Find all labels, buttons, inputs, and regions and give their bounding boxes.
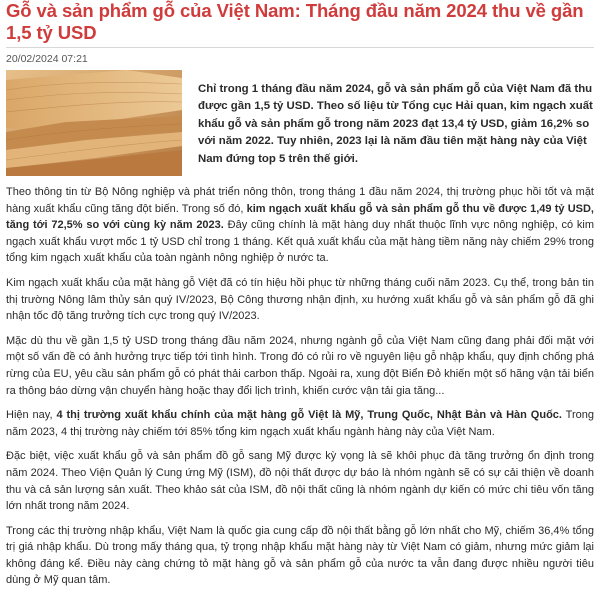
paragraph-2: Kim ngạch xuất khẩu của mặt hàng gỗ Việt đã có tín hiệu hồi phục từ những tháng cuối năm 2023. Cụ thể, trong bản tin thị trường Nông lâm thủy sản quý IV/2023, Bộ Công thương nhận định, xu hướng xuất khẩu gỗ và sản phẩm gỗ đã ghi nhận tốc độ tăng trưởng tích cực trong quý IV/2023. [6,276,594,323]
paragraph-1-highlight: kim ngạch xuất khẩu gỗ và sản phẩm gỗ thu về được 1,49 tỷ USD, tăng tới 72,5% so với cùng kỳ năm 2023. [6,202,594,232]
publish-date: 20/02/2024 07:21 [6,53,88,65]
paragraph-4-part-c: Trong năm 2023, 4 thị trường này chiếm tới 85% tổng kim ngạch xuất khẩu ngành hàng này của Việt Nam. [6,409,595,438]
wood-planks-photo-icon [6,70,182,176]
paragraph-6: Trong các thị trường nhập khẩu, Việt Nam là quốc gia cung cấp đồ nội thất bằng gỗ lớn nhất cho Mỹ, chiếm 36,4% tổng trị giá nhập khẩu. Dù trong mấy tháng qua, tỷ trọng nhập khẩu mặt hàng này từ Việt Nam có giảm, nhưng mức giảm lại không đáng kể. Điều này càng chứng tỏ mặt hàng gỗ và sản phẩm gỗ của nước ta vẫn đang được nhiều người tiêu dùng ở Mỹ quan tâm. [6,524,594,587]
article-body [0,184,600,589]
paragraph-1-part-c: Đây cũng chính là mặt hàng duy nhất thuộc lĩnh vực nông nghiệp, có kim ngạch xuất khẩu vượt mốc 1 tỷ USD chỉ trong 1 tháng. Kết quả xuất khẩu của mặt hàng tiềm năng này chiếm 29% trong tổng kim ngạch xuất khẩu của toàn ngành nông nghiệp ở nước ta. [6,219,594,265]
article-title[interactable]: Gỗ và sản phẩm gỗ của Việt Nam: Tháng đầu năm 2024 thu về gần 1,5 tỷ USD [6,0,584,43]
paragraph-1 [0,184,600,267]
paragraph-4 [0,407,600,440]
wood-planks-image [6,70,182,176]
paragraph-4-part-a: Hiện nay, [6,409,57,422]
paragraph-1-part-a: Theo thông tin từ Bộ Nông nghiệp và phát triển nông thôn, trong tháng 1 đầu năm 2024, thị trường phục hồi tốt và mặt hàng xuất khẩu cũng tăng đột biến. Trong số đó, [6,186,594,215]
lead-summary: Chỉ trong 1 tháng đầu năm 2024, gỗ và sản phẩm gỗ của Việt Nam đã thu được gần 1,5 tỷ USD. Theo số liệu từ Tổng cục Hải quan, kim ngạch xuất khẩu gỗ và sản phẩm gỗ trong năm 2023 đạt 13,4 tỷ USD, giảm 16,2% so với năm 2022. Tuy nhiên, 2023 lại là năm đầu tiên mặt hàng này của Việt Nam đứng top 5 trên thế giới. [198,83,593,165]
paragraph-4-highlight: 4 thị trường xuất khẩu chính của mặt hàng gỗ Việt là Mỹ, Trung Quốc, Nhật Bản và Hàn Quốc. [56,409,562,422]
lead-section [0,68,600,180]
paragraph-3: Mặc dù thu về gần 1,5 tỷ USD trong tháng đầu năm 2024, nhưng ngành gỗ của Việt Nam cũng đang phải đối mặt với một số vấn đề có ảnh hưởng trực tiếp tới tình hình. Trong đó có rủi ro về nguyên liệu gỗ nhập khẩu, quy định chống phá rừng của EU, yêu cầu sản phẩm gỗ có phát thải carbon thấp. Ngoài ra, xung đột Biển Đỏ khiến một số hãng vận tải biển ra thông báo dừng vận chuyển hàng hoặc thay đổi lịch trình, khiến cước vận tải gia tăng... [6,334,594,397]
paragraph-5: Đặc biệt, việc xuất khẩu gỗ và sản phẩm đồ gỗ sang Mỹ được kỳ vọng là sẽ khôi phục đà tăng trưởng ổn định trong năm 2024. Theo Viện Quản lý Cung ứng Mỹ (ISM), đồ nội thất được dự báo là nhóm ngành sẽ có sự cải thiện về doanh thu và cả sản lượng sản xuất. Theo khảo sát của ISM, đồ nội thất cũng là nhóm ngành dự kiến có mức chi tiêu vốn tăng lớn nhất trong năm 2024. [6,450,594,513]
